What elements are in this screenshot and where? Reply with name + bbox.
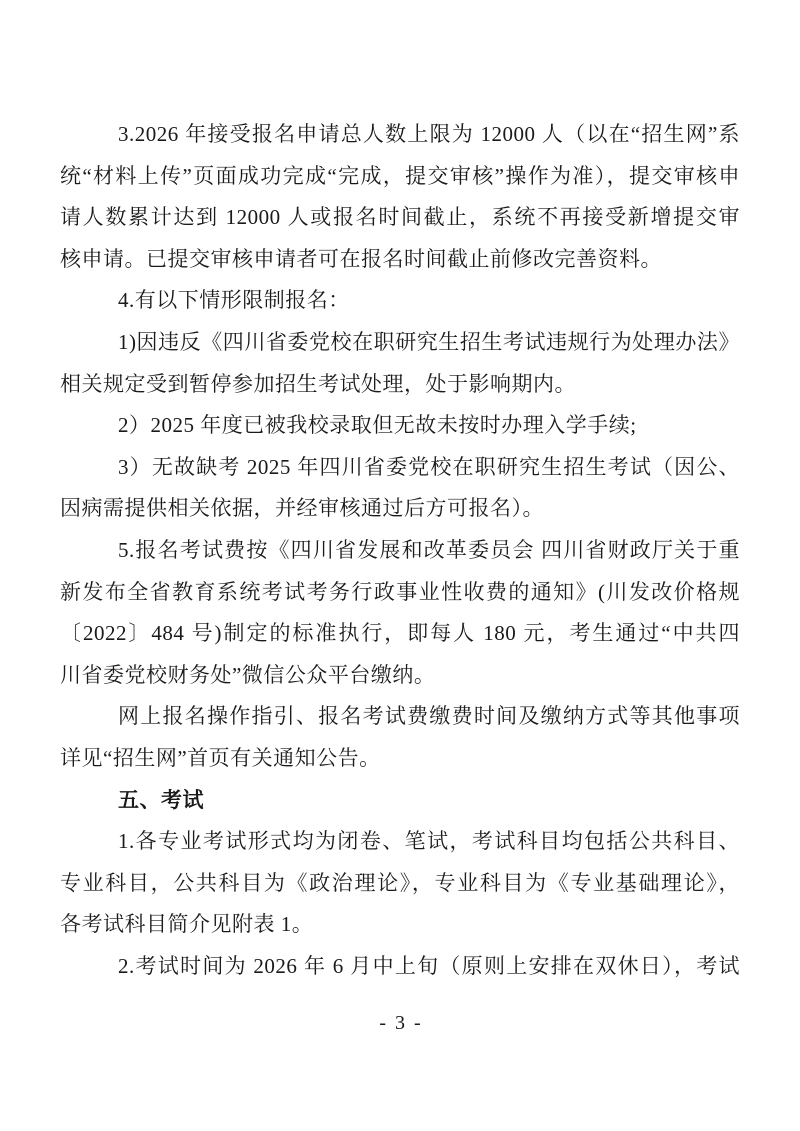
text-line: 5.报名考试费按《四川省发展和改革委员会 四川省财政厅关于重 xyxy=(118,537,740,562)
paragraph xyxy=(60,114,740,280)
text-line: 专业科目，公共科目为《政治理论》，专业科目为《专业基础理论》， xyxy=(60,870,740,895)
text-line: 详见“招生网”首页有关通知公告。 xyxy=(60,745,381,770)
text-line: 1)因违反《四川省委党校在职研究生招生考试违规行为处理办法》 xyxy=(118,329,740,354)
document-body xyxy=(60,114,740,987)
text-line: 1.各专业考试形式均为闭卷、笔试，考试科目均包括公共科目、 xyxy=(118,829,740,854)
text-line: 相关规定受到暂停参加招生考试处理，处于影响期内。 xyxy=(60,371,576,396)
text-line: 3）无故缺考 2025 年四川省委党校在职研究生招生考试（因公、 xyxy=(118,454,740,479)
text-line: 统“材料上传”页面成功完成“完成，提交审核”操作为准），提交审核申 xyxy=(60,163,740,188)
text-line: 4.有以下情形限制报名： xyxy=(118,288,350,313)
text-line: 新发布全省教育系统考试考务行政事业性收费的通知》(川发改价格规 xyxy=(60,579,740,604)
text-line: 因病需提供相关依据，并经审核通过后方可报名）。 xyxy=(60,496,544,521)
paragraph xyxy=(60,821,740,946)
text-line: 2）2025 年度已被我校录取但无故未按时办理入学手续; xyxy=(118,413,637,438)
paragraph xyxy=(60,696,740,779)
page-number: - 3 - xyxy=(379,1012,421,1034)
text-line: 请人数累计达到 12000 人或报名时间截止，系统不再接受新增提交审 xyxy=(60,205,740,230)
paragraph xyxy=(60,322,740,405)
paragraph xyxy=(60,405,740,447)
heading-block xyxy=(60,780,740,822)
text-line: 各考试科目简介见附表 1。 xyxy=(60,912,314,937)
paragraph xyxy=(60,530,740,696)
section-heading: 五、考试 xyxy=(118,788,204,812)
text-line: 网上报名操作指引、报名考试费缴费时间及缴纳方式等其他事项 xyxy=(118,704,740,729)
text-line: 2.考试时间为 2026 年 6 月中上旬（原则上安排在双休日），考试 xyxy=(118,953,740,978)
paragraph xyxy=(60,946,740,988)
paragraph xyxy=(60,280,740,322)
text-line: 核申请。已提交审核申请者可在报名时间截止前修改完善资料。 xyxy=(60,246,662,271)
text-line: 3.2026 年接受报名申请总人数上限为 12000 人（以在“招生网”系 xyxy=(118,122,740,146)
paragraph xyxy=(60,447,740,530)
text-line: 川省委党校财务处”微信公众平台缴纳。 xyxy=(60,662,436,687)
text-line: 〔2022〕484 号)制定的标准执行，即每人 180 元，考生通过“中共四 xyxy=(60,621,740,646)
